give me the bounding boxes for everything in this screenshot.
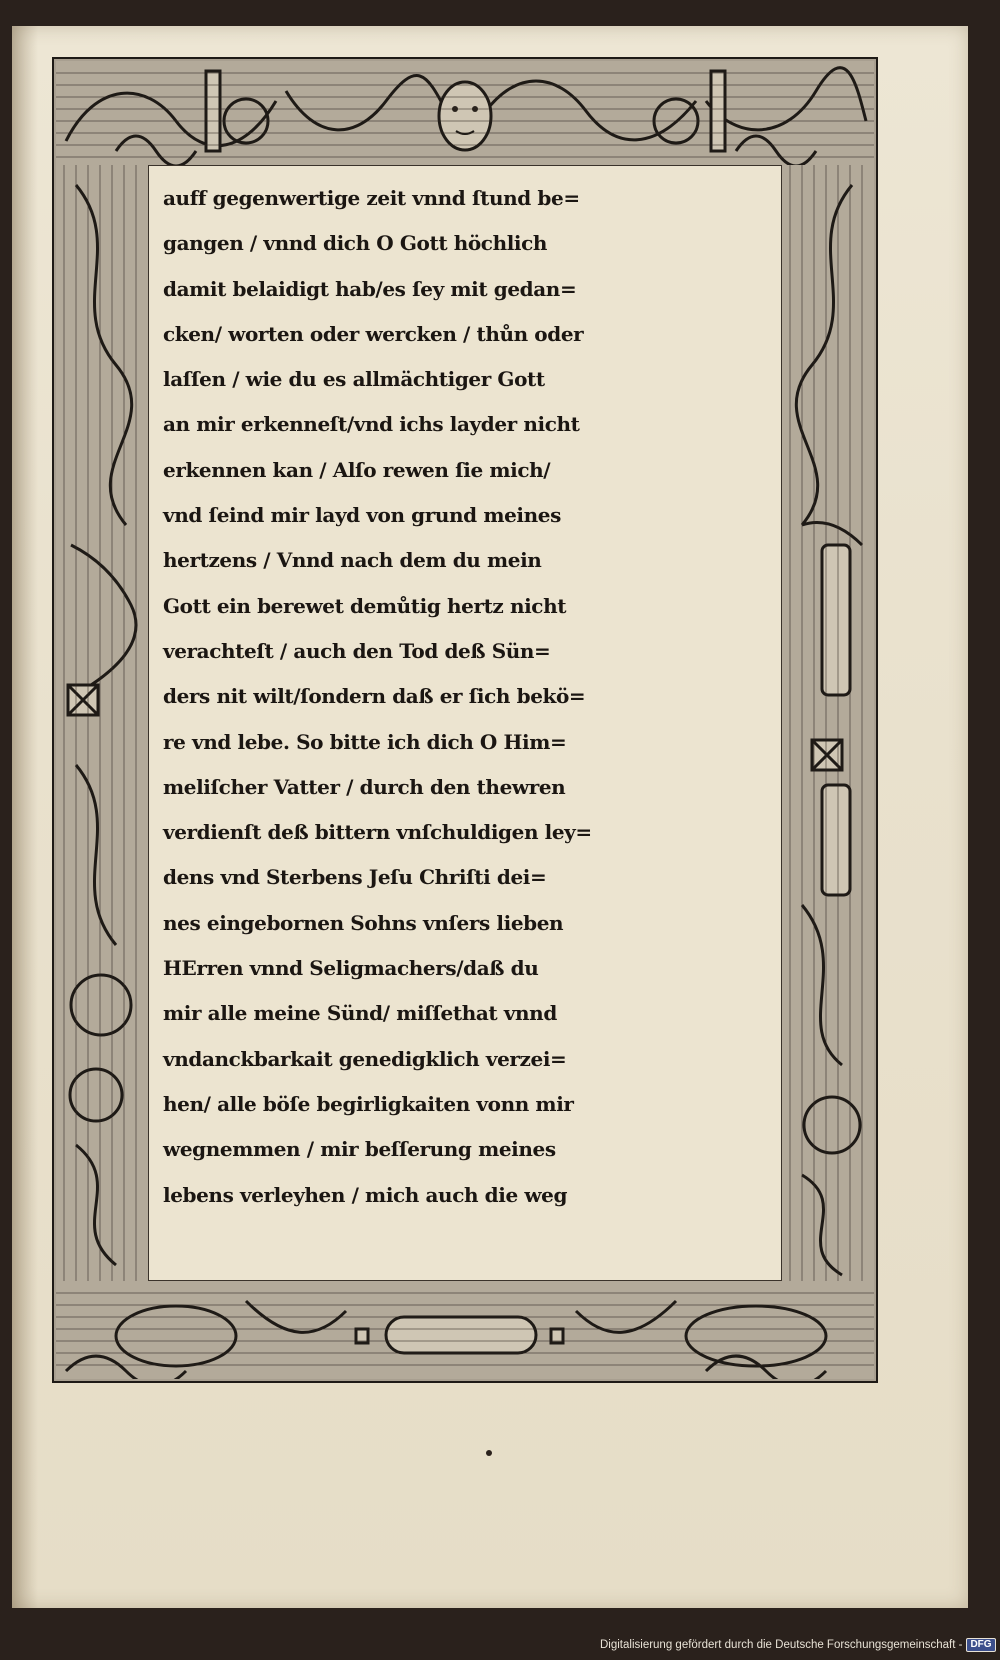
text-line: cken/ worten oder wercken / thůn oder bbox=[163, 321, 584, 346]
text-line: mir alle meine Sünd/ miſſethat vnnd bbox=[163, 1001, 557, 1026]
text-line: lebens verleyhen / mich auch die weg bbox=[163, 1182, 568, 1207]
text-line: auff gegenwertige zeit vnnd ſtund be= bbox=[163, 186, 580, 210]
text-panel bbox=[148, 165, 782, 1281]
text-line: laſſen / wie du es allmächtiger Gott bbox=[163, 367, 545, 392]
text-line: ders nit wilt/ſondern daß er ſich bekö= bbox=[163, 684, 586, 709]
digitization-credit bbox=[600, 1636, 996, 1654]
woodcut-border-right bbox=[782, 165, 874, 1281]
text-line: Gott ein berewet demůtig hertz nicht bbox=[163, 593, 567, 618]
text-line: erkennen kan / Alſo rewen ſie mich/ bbox=[163, 457, 551, 482]
text-line: hertzens / Vnnd nach dem du mein bbox=[163, 548, 542, 573]
text-line: vnd ſeind mir layd von grund meines bbox=[163, 503, 561, 528]
text-line: re vnd lebe. So bitte ich dich O Him= bbox=[163, 729, 567, 754]
text-line: damit belaidigt hab/es ſey mit gedan= bbox=[163, 276, 577, 301]
woodcut-border-bottom bbox=[56, 1281, 874, 1379]
woodcut-frame bbox=[52, 57, 878, 1383]
dfg-logo: DFG bbox=[966, 1638, 995, 1652]
ink-dot bbox=[486, 1450, 492, 1456]
book-page bbox=[12, 26, 968, 1608]
credit-text: Digitalisierung gefördert durch die Deutsche Forschungsgemeinschaft - bbox=[600, 1639, 963, 1651]
text-line: wegnemmen / mir beſſerung meines bbox=[163, 1137, 556, 1162]
text-line: HErren vnnd Seligmachers/daß du bbox=[163, 956, 539, 981]
text-line: an mir erkenneſt/vnd ichs layder nicht bbox=[163, 412, 580, 437]
text-line: meliſcher Vatter / durch den thewren bbox=[163, 774, 566, 799]
page-gutter-shadow bbox=[12, 26, 38, 1608]
text-line: vndanckbarkait genedigklich verzei= bbox=[163, 1046, 567, 1071]
text-line: verdienſt deß bittern vnſchuldigen ley= bbox=[163, 820, 592, 845]
text-line: dens vnd Sterbens Jeſu Chriſti dei= bbox=[163, 865, 547, 890]
woodcut-border-left bbox=[56, 165, 148, 1281]
text-line: verachteſt / auch den Tod deß Sün= bbox=[163, 638, 551, 663]
text-line: gangen / vnnd dich O Gott höchlich bbox=[163, 231, 548, 256]
text-block bbox=[163, 176, 771, 1218]
text-line: nes eingebornen Sohns vnſers lieben bbox=[163, 910, 564, 935]
woodcut-border-top bbox=[56, 61, 874, 165]
text-line: hen/ alle böſe begirligkaiten vonn mir bbox=[163, 1091, 574, 1116]
